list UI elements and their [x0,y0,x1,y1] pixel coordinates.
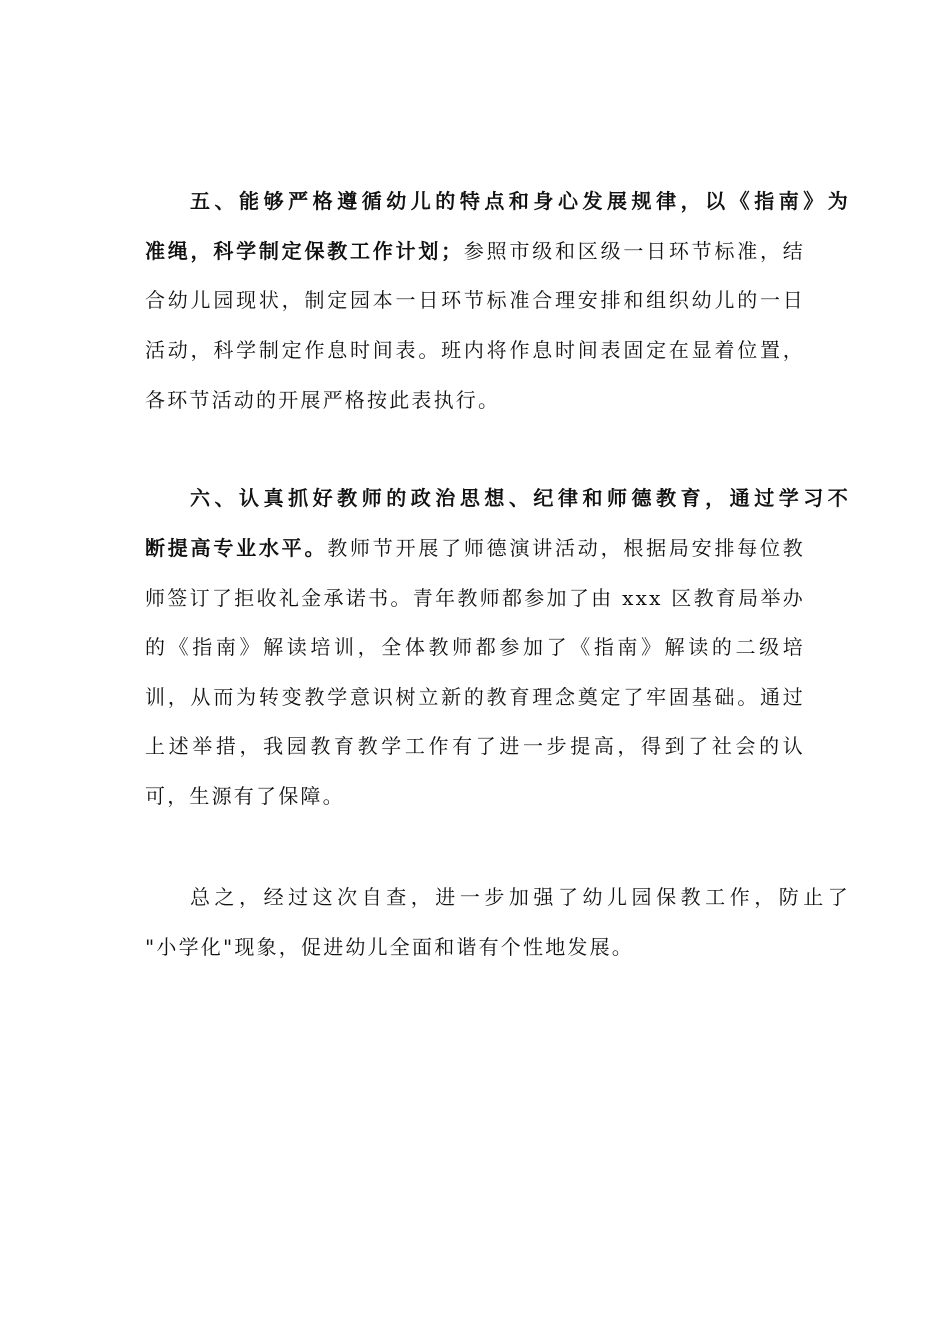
paragraph-5-line-2 [145,231,805,271]
paragraph-6-line-3: 师签订了拒收礼金承诺书。青年教师都参加了由 xxx 区教育局举办 [145,586,805,610]
paragraph-5-heading-line-2: 准绳，科学制定保教工作计划； [145,239,464,263]
paragraph-5-line-5: 各环节活动的开展严格按此表执行。 [145,388,501,412]
paragraph-6-heading-line-2: 断提高专业水平。 [145,536,328,560]
paragraph-6-line-7: 可，生源有了保障。 [145,784,345,808]
paragraph-5-line-2-text: 参照市级和区级一日环节标准，结 [463,239,805,263]
conclusion-line-2: "小学化"现象，促进幼儿全面和谐有个性地发展。 [145,935,634,959]
paragraph-6-line-6: 上述举措，我园教育教学工作有了进一步提高，得到了社会的认 [145,734,805,758]
paragraph-5-line-3: 合幼儿园现状，制定园本一日环节标准合理安排和组织幼儿的一日 [145,288,805,312]
paragraph-6-line-4: 的《指南》解读培训，全体教师都参加了《指南》解读的二级培 [145,635,805,659]
paragraph-6-line-2 [145,528,805,568]
paragraph-6-line-2-text: 教师节开展了师德演讲活动，根据局安排每位教 [327,536,805,560]
paragraph-5-heading-line-1: 五、能够严格遵循幼儿的特点和身心发展规律，以《指南》为 [190,189,850,213]
paragraph-6-heading-line-1: 六、认真抓好教师的政治思想、纪律和师德教育，通过学习不 [190,486,850,510]
conclusion-line-1: 总之，经过这次自查，进一步加强了幼儿园保教工作，防止了 [190,885,850,909]
paragraph-6-line-5: 训，从而为转变教学意识树立新的教育理念奠定了牢固基础。通过 [145,685,805,709]
paragraph-5-line-4: 活动，科学制定作息时间表。班内将作息时间表固定在显着位置， [145,338,805,362]
